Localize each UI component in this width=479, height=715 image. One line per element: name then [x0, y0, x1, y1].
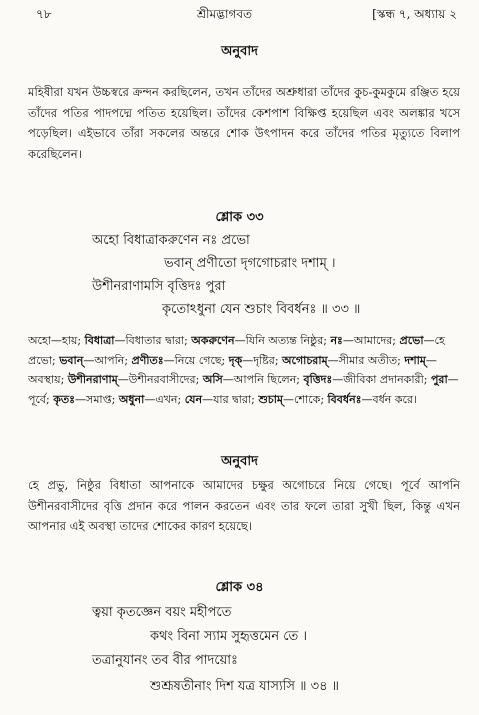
translation-text-2: হে প্রভু, নিষ্ঠুর বিধাতা আপনাকে আমাদের চক্ষুর অগোচরে নিয়ে গেছে। পূর্বে আপনি উশীনরবাসীদের বৃত্তি প্রদান করে পালন করতেন এবং তার ফলে তারা সুখী ছিল, কিন্তু এখন আপনার এই অবস্থা তাদের শোকের কারণ হয়েছে। [28, 478, 460, 533]
synonym-word: পুরা [430, 373, 448, 387]
synonym-word: দশাম্ [404, 353, 426, 367]
synonym-word: উশীনরাণাম্ [67, 373, 118, 387]
synonym-word: প্রভো [399, 334, 424, 347]
verse-33-line-1: অহো বিধাত্রাকরুণেন নঃ প্রভো [92, 233, 250, 248]
synonym-meaning: আমাদের [353, 334, 393, 347]
synonym-meaning: হায় [61, 334, 78, 347]
synonym-word: বিবর্ধনঃ [327, 393, 362, 407]
verse-34-line-3: তত্রানুযানং তব বীর পাদয়োঃ [92, 653, 238, 668]
running-title: শ্রীমদ্ভাগবত [197, 7, 253, 21]
synonym-meaning: দৃষ্টির [253, 353, 275, 367]
synonym-meaning: বর্ধন করে [372, 393, 414, 407]
synonym-word: বৃত্তিদঃ [303, 373, 333, 387]
synonym-word: শুচাম্ [258, 393, 284, 407]
verse-34-line-4: শুশ্রূষতীনাং দিশ যত্র যাস্যসি ॥ ৩৪ ॥ [150, 679, 340, 694]
canto-chapter-reference: [স্কন্ধ ৭, অধ্যায় ২ [372, 7, 457, 21]
verse-33-line-3: উশীনরাণামসি বৃত্তিদঃ পুরা [92, 279, 226, 294]
synonym-word: দৃক্ [228, 353, 243, 367]
page-number: ৭৮ [36, 7, 52, 21]
verse-34-line-2: কথং বিনা স্যাম সুহৃত্তমেন তে । [150, 629, 308, 644]
synonym-meaning: আপনি [94, 353, 125, 367]
verse-33-line-4: কৃতোঽধুনা যেন শুচাং বিবর্ধনঃ ॥ ৩৩ ॥ [162, 302, 361, 317]
synonym-word: কৃতঃ [53, 393, 76, 407]
synonym-meaning: যার দ্বারা [213, 393, 252, 407]
synonym-meaning: হে প্রভো [28, 334, 445, 367]
synonym-word: অসি [202, 373, 223, 387]
synonym-word: অগোচরাম্ [282, 353, 328, 367]
synonym-meaning: শোকে [294, 393, 321, 407]
translation-heading-1: অনুবাদ [221, 44, 258, 59]
synonym-meaning: যিনি অত্যন্ত নিষ্ঠুর [245, 334, 324, 347]
synonym-meaning: অবস্থায় [28, 373, 61, 387]
synonym-word: অহো [28, 334, 51, 347]
synonym-word: অধুনা [118, 393, 145, 407]
verse-34-heading: শ্লোক ৩৪ [215, 580, 264, 595]
synonym-word: ভবান্ [59, 353, 84, 367]
verse-33-line-2: ভবান্ প্রণীতো দৃগগোচরাং দশাম্ । [164, 256, 336, 271]
synonym-meaning: আপনি ছিলেন [233, 373, 297, 387]
translation-heading-2: অনুবাদ [221, 454, 258, 469]
synonym-word: যেন [184, 393, 203, 407]
synonym-meaning: সমাপ্ত [86, 393, 112, 407]
synonym-meaning: বিধাতার দ্বারা [125, 334, 185, 347]
synonym-word: বিধাত্রা [84, 334, 115, 347]
verse-33-heading: শ্লোক ৩৩ [215, 210, 264, 225]
synonym-meaning: এখন [155, 393, 178, 407]
verse-34-line-1: ত্বয়া কৃতজ্ঞেন বয়ং মহীপতে [92, 605, 232, 620]
synonym-word: নঃ [330, 334, 343, 347]
synonym-meaning: সীমার অতীত [338, 353, 398, 367]
synonyms-verse-33: অহো—হায়; বিধাত্রা—বিধাতার দ্বারা; অকরুণেন—যিনি অত্যন্ত নিষ্ঠুর; নঃ—আমাদের; প্রভো—হে প্রভো; ভবান্—আপনি; প্রণীতঃ—নিয়ে গেছে; দৃক্—দৃষ্টির; অগোচরাম্—সীমার অতীত; দশাম্—অবস্থায়; উশীনরাণাম্—উশীনরবাসীদের; অসি—আপনি ছিলেন; বৃত্তিদঃ—জীবিকা প্রদানকারী; পুরা—পূর্বে; কৃতঃ—সমাপ্ত; অধুনা—এখন; যেন—যার দ্বারা; শুচাম্—শোকে; বিবর্ধনঃ—বর্ধন করে। [28, 334, 459, 407]
synonym-meaning: নিয়ে গেছে [174, 353, 222, 367]
synonym-meaning: পূর্বে [28, 393, 47, 407]
synonym-word: অকরুণেন [191, 334, 235, 347]
synonym-meaning: জীবিকা প্রদানকারী [343, 373, 424, 387]
synonym-word: প্রণীতঃ [131, 353, 164, 367]
translation-text-1: মহিষীরা যখন উচ্চস্বরে ক্রন্দন করছিলেন, তখন তাঁদের অশ্রুধারা তাঁদের কুচ-কুমকুমে রঞ্জিত হয়ে তাঁদের পতির পাদপদ্মে পতিত হয়েছিল। তাঁদের কেশপাশ বিক্ষিপ্ত হয়েছিল এবং অলঙ্কার খসে পড়েছিল। এইভাবে তাঁরা সকলের অন্তরে শোক উৎপাদন করে তাঁদের পতির মৃত্যুতে বিলাপ করেছিলেন। [28, 85, 460, 161]
synonym-meaning: উশীনরবাসীদের [128, 373, 196, 387]
